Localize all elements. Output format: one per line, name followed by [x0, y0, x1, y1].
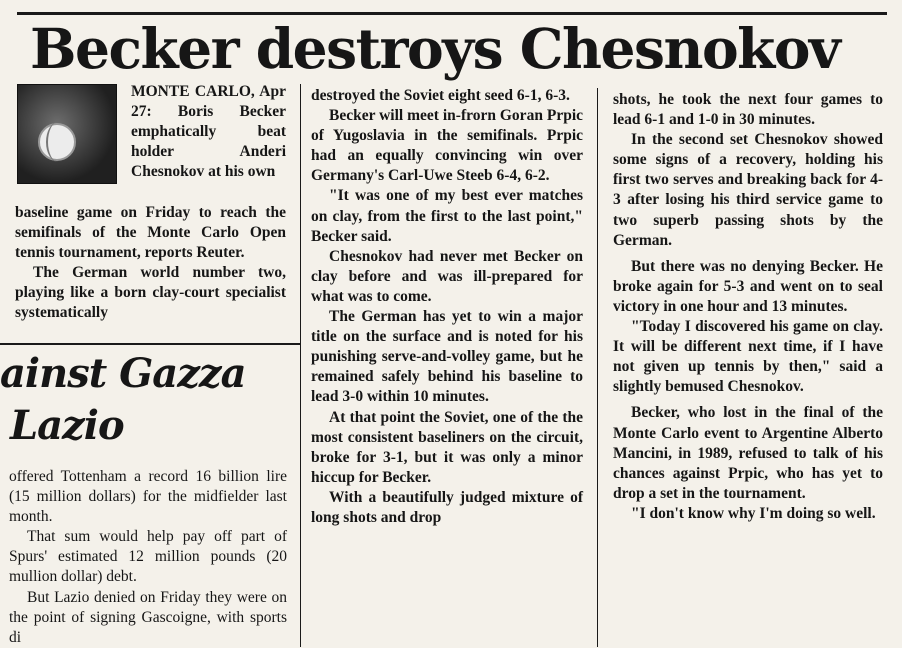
column-3	[613, 90, 883, 524]
paragraph: offered Tottenham a record 16 billion lire (15 million dollars) for the midfielder last month.	[9, 468, 287, 526]
paragraph: destroyed the Soviet eight seed 6-1, 6-3.	[311, 87, 570, 104]
paragraph: But there was no denying Becker. He broke again for 5-3 and went on to seal victory in one hour and 13 minutes.	[613, 257, 883, 315]
paragraph: The German has yet to win a major title on the surface and is noted for his punishing serve-and-volley game, but he remained safely behind his baseline to lead 3-0 within 10 minutes.	[311, 308, 583, 406]
column-2	[311, 86, 583, 528]
column-rule-1	[300, 84, 301, 647]
tennis-ball-icon	[38, 123, 76, 161]
paragraph: "Today I discovered his game on clay. It will be different next time, if I have not given up tennis by then," said a slightly bemused Chesnokov.	[613, 318, 883, 396]
paragraph: "It was one of my best ever matches on clay, from the first to the last point," Becker said.	[311, 187, 583, 245]
story-divider	[0, 343, 300, 345]
paragraph: But Lazio denied on Friday they were on the point of signing Gascoigne, with sports di	[9, 588, 287, 646]
paragraph: Becker will meet in-frorn Goran Prpic of Yugoslavia in the semifinals. Prpic had an equally convincing win over Germany's Carl-Uwe Steeb 6-4, 6-2.	[311, 107, 583, 185]
paragraph: That sum would help pay off part of Spurs' estimated 12 million pounds (20 mullion dollar) debt.	[9, 528, 287, 586]
second-story-body	[9, 467, 287, 648]
paragraph: With a beautifully judged mixture of long shots and drop	[311, 488, 583, 526]
top-rule	[17, 12, 887, 15]
column-1	[15, 203, 286, 324]
second-story-headline	[0, 348, 298, 452]
paragraph: At that point the Soviet, one of the the most consistent baseliners on the circuit, broke for 3-1, but it was only a minor hiccup for Becker.	[311, 408, 583, 486]
headline: Becker destroys Chesnokov	[30, 16, 840, 81]
column-rule-2	[597, 88, 598, 647]
paragraph: Chesnokov had never met Becker on clay before and was ill-prepared for what was to come.	[311, 247, 583, 305]
lede-paragraph: MONTE CARLO, Apr 27: Boris Becker emphatically beat holder Anderi Chesnokov at his own	[131, 83, 286, 180]
paragraph: The German world number two, playing like a born clay-court specialist systematically	[15, 264, 286, 322]
paragraph: In the second set Chesnokov showed some signs of a recovery, holding his first two serves and breaking back for 4-3 after losing his third service game to two superb passing shots by the German.	[613, 131, 883, 249]
tennis-photo	[17, 84, 117, 184]
second-story-headline-line2: Lazio	[10, 402, 124, 449]
paragraph: Becker, who lost in the final of the Monte Carlo event to Argentine Alberto Mancini, in 1989, refused to talk of his chances against Prpic, who has yet to drop a set in the tournament.	[613, 404, 883, 502]
paragraph: shots, he took the next four games to lead 6-1 and 1-0 in 30 minutes.	[613, 91, 883, 129]
second-story-headline-line1: ainst Gazza	[0, 350, 246, 397]
lede-continuation: baseline game on Friday to reach the semifinals of the Monte Carlo Open tennis tournament, reports Reuter.	[15, 204, 286, 262]
paragraph: "I don't know why I'm doing so well.	[631, 504, 876, 522]
